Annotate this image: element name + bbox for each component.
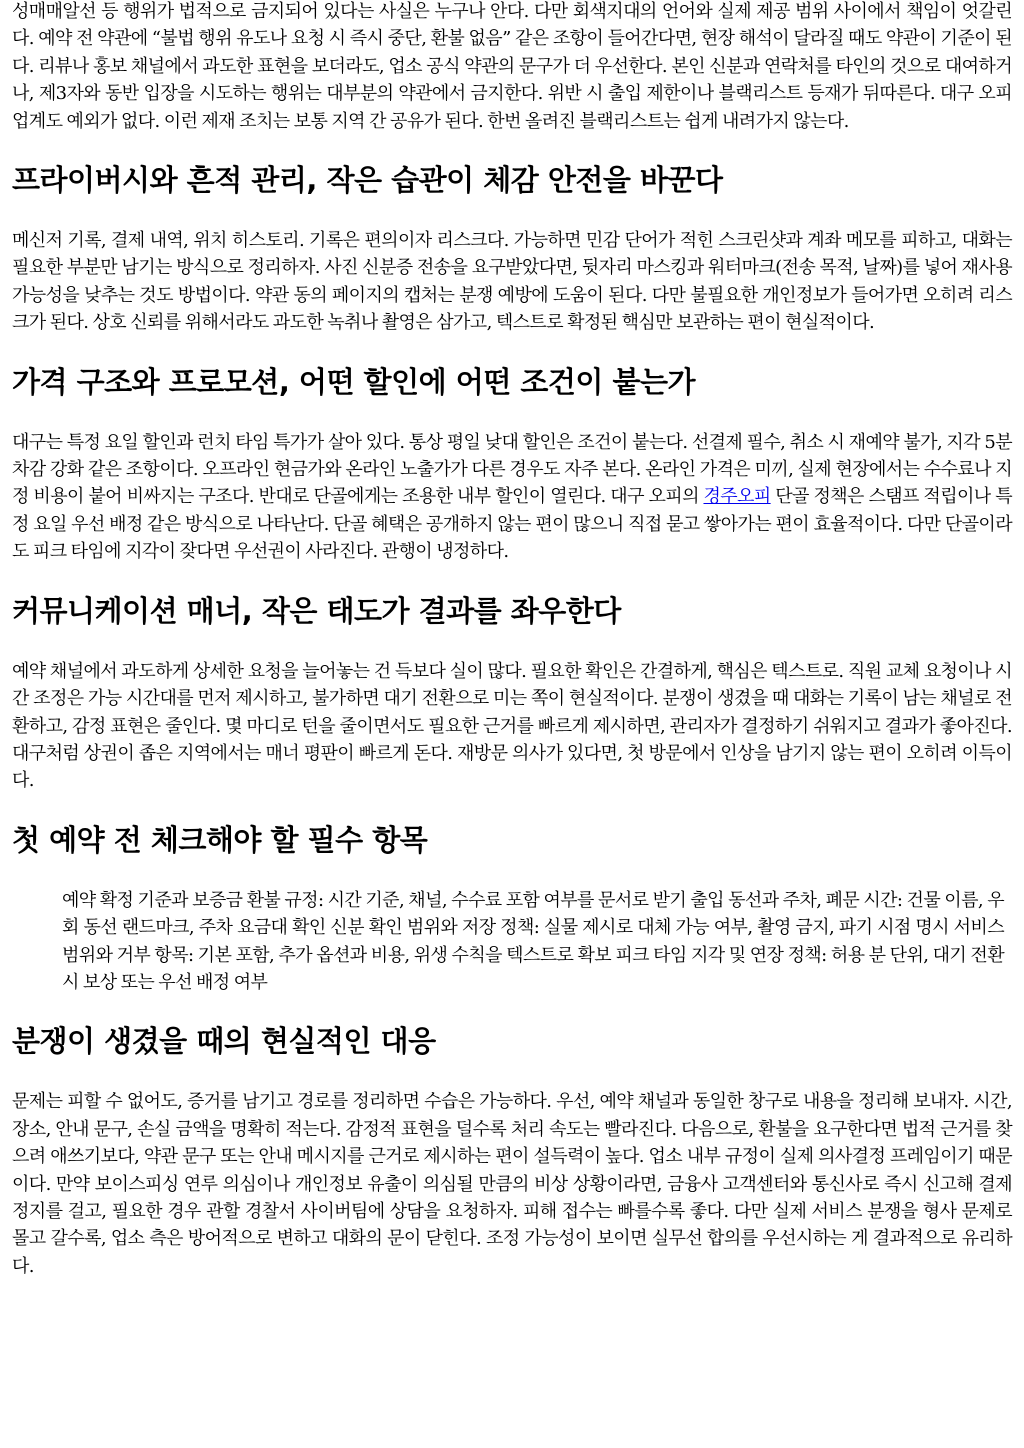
manners-paragraph: 예약 채널에서 과도하게 상세한 요청을 늘어놓는 건 득보다 실이 많다. 필요한 확인은 간결하게, 핵심은 텍스트로. 직원 교체 요청이나 시간 조정은 가능 시간대를 먼저 제시하고, 불가하면 대기 전환으로 미는 쪽이 현실적이다. 분쟁이 생겼을 때 대화는 기록이 남는 채널로 전환하고, 감정 표현은 줄인다. 몇 마디로 턴을 줄이면서도 필요한 근거를 빠르게 제시하면, 관리자가 결정하기 쉬워지고 결과가 좋아진다. 대구처럼 상권이 좁은 지역에서는 매너 평판이 빠르게 돈다. 재방문 의사가 있다면, 첫 방문에서 인상을 남기지 않는 편이 오히려 이득이다. [12,660,1012,792]
pricing-text-after: 단골 정책은 스탬프 적립이나 특정 요일 우선 배정 같은 방식으로 나타난다. 단골 혜택은 공개하지 않는 편이 많으니 직접 묻고 쌓아가는 편이 효율적이다. 다만 단골이라도 피크 타임에 지각이 잦다면 우선권이 사라진다. 관행이 냉정하다. [12,486,1012,563]
checklist-heading: 첫 예약 전 체크해야 할 필수 항목 [12,822,428,857]
privacy-paragraph: 메신저 기록, 결제 내역, 위치 히스토리. 기록은 편의이자 리스크다. 가능하면 민감 단어가 적힌 스크린샷과 계좌 메모를 피하고, 대화는 필요한 부분만 남기는 방식으로 정리하자. 사진 신분증 전송을 요구받았다면, 뒷자리 마스킹과 워터마크(전송 목적, 날짜)를 넣어 재사용 가능성을 낮추는 것도 방법이다. 약관 동의 페이지의 캡처는 분쟁 예방에 도움이 된다. 다만 불필요한 개인정보가 들어가면 오히려 리스크가 된다. 상호 신뢰를 위해서라도 과도한 녹취나 촬영은 삼가고, 텍스트로 확정된 핵심만 보관하는 편이 현실적이다. [12,230,1012,334]
disputes-paragraph: 문제는 피할 수 없어도, 증거를 남기고 경로를 정리하면 수습은 가능하다. 우선, 예약 채널과 동일한 창구로 내용을 정리해 보내자. 시간, 장소, 안내 문구, 손실 금액을 명확히 적는다. 감정적 표현을 덜수록 처리 속도는 빨라진다. 다음으로, 환불을 요구한다면 법적 근거를 찾으려 애쓰기보다, 약관 문구 또는 안내 메시지를 근거로 제시하는 편이 설득력이 높다. 업소 내부 규정이 실제 의사결정 프레임이기 때문이다. 만약 보이스피싱 연루 의심이나 개인정보 유출이 의심될 만큼의 비상 상황이라면, 금융사 고객센터와 통신사로 즉시 신고해 결제 정지를 걸고, 필요한 경우 관할 경찰서 사이버팀에 상담을 요청하자. 피해 접수는 빠를수록 좋다. 다만 실제 서비스 분쟁을 형사 문제로 몰고 갈수록, 업소 측은 방어적으로 변하고 대화의 문이 닫힌다. 조정 가능성이 보이면 실무선 합의를 우선시하는 게 결과적으로 유리하다. [12,1091,1012,1277]
pricing-paragraph [12,429,1012,566]
checklist-block [12,887,1012,997]
privacy-heading: 프라이버시와 흔적 관리, 작은 습관이 체감 안전을 바꾼다 [12,163,723,198]
manners-heading: 커뮤니케이션 매너, 작은 태도가 결과를 좌우한다 [12,593,621,628]
intro-paragraph: 성매매알선 등 행위가 법적으로 금지되어 있다는 사실은 누구나 안다. 다만 회색지대의 언어와 실제 제공 범위 사이에서 책임이 엇갈린다. 예약 전 약관에 “불법 행위 유도나 요청 시 즉시 중단, 환불 없음” 같은 조항이 들어간다면, 현장 해석이 달라질 때도 약관이 기준이 된다. 리뷰나 홍보 채널에서 과도한 표현을 보더라도, 업소 공식 약관의 문구가 더 우선한다. 본인 신분과 연락처를 타인의 것으로 대여하거나, 제3자와 동반 입장을 시도하는 행위는 대부분의 약관에서 금지한다. 위반 시 출입 제한이나 블랙리스트 등재가 뒤따른다. 대구 오피 업계도 예외가 없다. 이런 제재 조치는 보통 지역 간 공유가 된다. 한번 올려진 블랙리스트는 쉽게 내려가지 않는다. [12,1,1012,132]
disputes-heading: 분쟁이 생겼을 때의 현실적인 대응 [12,1024,436,1059]
gyeongju-op-link[interactable]: 경주오피 [703,486,771,508]
checklist-paragraph: 예약 확정 기준과 보증금 환불 규정: 시간 기준, 채널, 수수료 포함 여부를 문서로 받기 출입 동선과 주차, 폐문 시간: 건물 이름, 우회 동선 랜드마크, 주차 요금대 확인 신분 확인 범위와 저장 정책: 실물 제시로 대체 가능 여부, 촬영 금지, 파기 시점 명시 서비스 범위와 거부 항목: 기본 포함, 추가 옵션과 비용, 위생 수칙을 텍스트로 확보 피크 타임 지각 및 연장 정책: 허용 분 단위, 대기 전환 시 보상 또는 우선 배정 여부 [62,889,1004,993]
pricing-text-before: 대구는 특정 요일 할인과 런치 타임 특가가 살아 있다. 통상 평일 낮대 할인은 조건이 붙는다. 선결제 필수, 취소 시 재예약 불가, 지각 5분 차감 강화 같은 조항이다. 오프라인 현금가와 온라인 노출가가 다른 경우도 자주 본다. 온라인 가격은 미끼, 실제 현장에서는 수수료나 지정 비용이 붙어 비싸지는 구조다. 반대로 단골에게는 조용한 내부 할인이 열린다. 대구 오피의 [12,431,1012,508]
pricing-heading: 가격 구조와 프로모션, 어떤 할인에 어떤 조건이 붙는가 [12,364,695,399]
